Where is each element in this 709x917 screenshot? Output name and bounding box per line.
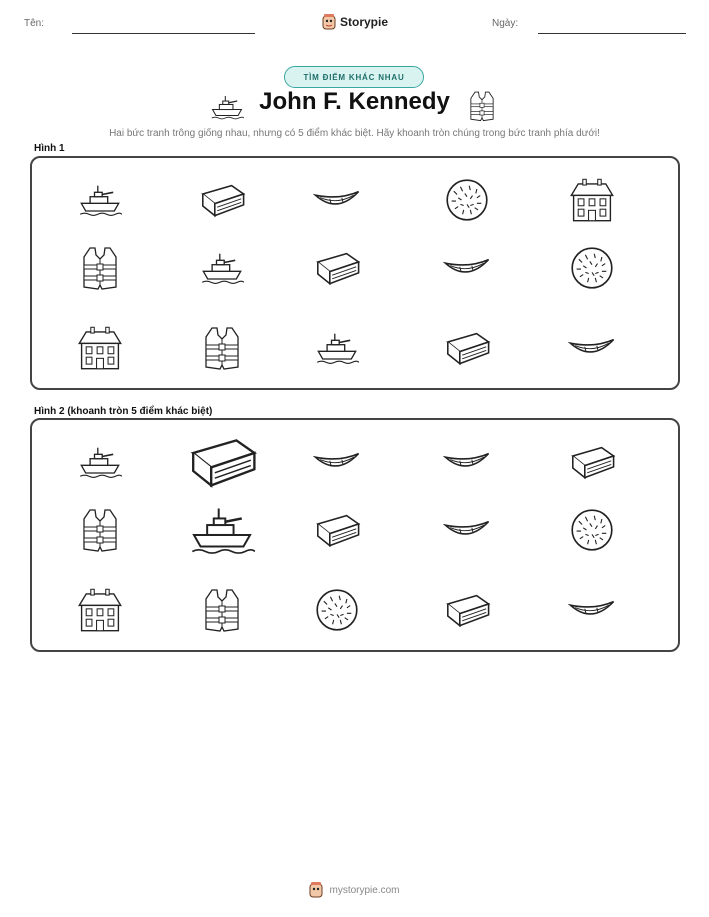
book-icon[interactable] [448,334,489,364]
activity-badge: TÌM ĐIỂM KHÁC NHAU [284,66,424,88]
canoe-icon[interactable] [570,602,613,614]
boat-icon[interactable] [202,254,244,284]
house-icon[interactable] [79,327,120,368]
coconut-icon[interactable] [317,590,357,630]
page-title: John F. Kennedy [259,88,450,115]
coconut-icon[interactable] [572,248,612,288]
picture1-canvas [32,158,682,392]
book-icon[interactable] [193,440,254,485]
date-label: Ngày: [492,18,519,29]
book-icon[interactable] [203,186,244,216]
canoe-icon[interactable] [315,454,358,466]
boat-icon[interactable] [317,334,359,364]
picture1-panel[interactable] [30,156,680,390]
book-icon[interactable] [573,448,614,478]
boat-icon[interactable] [192,509,255,554]
picture1-label: Hình 1 [34,143,65,154]
footer [0,882,709,898]
footer-site: mystorypie.com [329,884,400,896]
storypie-mascot-icon [309,882,323,898]
book-icon[interactable] [318,254,359,284]
life-vest-icon[interactable] [206,328,238,369]
canoe-icon[interactable] [570,340,613,352]
storypie-mascot-icon [322,14,336,30]
book-icon[interactable] [448,596,489,626]
brand-logo [322,14,388,30]
life-vest-icon[interactable] [84,248,116,289]
canoe-icon[interactable] [445,260,488,272]
life-vest-icon[interactable] [206,590,238,631]
house-icon[interactable] [79,589,120,630]
name-label: Tên: [24,18,45,29]
canoe-icon[interactable] [445,522,488,534]
brand-name: Storypie [340,15,389,29]
house-icon[interactable] [571,179,612,220]
coconut-icon[interactable] [572,510,612,550]
picture2-panel[interactable] [30,418,680,652]
boat-icon[interactable] [80,448,122,478]
name-field-line[interactable] [72,33,255,34]
picture2-label: Hình 2 (khoanh tròn 5 điểm khác biệt) [34,406,213,417]
canoe-icon[interactable] [445,454,488,466]
coconut-icon[interactable] [447,180,487,220]
life-vest-icon[interactable] [84,510,116,551]
book-icon[interactable] [318,516,359,546]
picture2-canvas [32,420,682,654]
canoe-icon[interactable] [315,192,358,204]
instructions: Hai bức tranh trông giống nhau, nhưng có 5 điểm khác biệt. Hãy khoanh tròn chúng trong bức tranh phía dưới! [109,128,600,139]
date-field-line[interactable] [538,33,686,34]
boat-icon[interactable] [80,186,122,216]
life-vest-icon [468,90,496,122]
